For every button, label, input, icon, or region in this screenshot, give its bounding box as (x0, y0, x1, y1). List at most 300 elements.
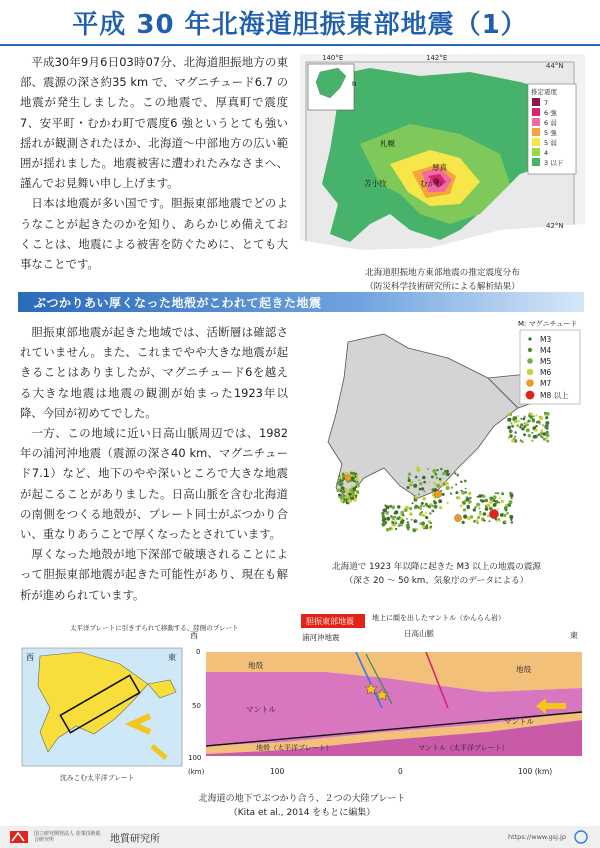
epicenter-dot (404, 508, 408, 512)
epicenter-dot (436, 477, 439, 480)
epicenter-dot (526, 423, 529, 426)
epicenter-dot (451, 487, 453, 489)
epicenter-dot (446, 473, 449, 476)
epicenter-dot (400, 511, 404, 515)
intensity-label-3: 3 以下 (544, 159, 564, 167)
cross-y-label-0: 0 (196, 648, 201, 656)
intensity-map-svg (300, 54, 585, 268)
epicenter-dot (521, 440, 524, 443)
lat-label-1: 44°N (546, 62, 564, 70)
epicenter-dot (499, 520, 501, 522)
epicenter-dot (353, 494, 355, 496)
footer (0, 826, 600, 848)
plate-figure-caption (20, 792, 584, 820)
epicenter-dot (513, 416, 517, 420)
epicenter-dot (442, 493, 445, 496)
epicenter-map-caption-line2: （深さ 20 〜 50 km、気象庁のデータによる） (344, 576, 529, 586)
epicenter-dot (425, 512, 427, 514)
cross-urakawa-label: 浦河沖地震 (302, 633, 340, 642)
epicenter-dot (539, 416, 543, 420)
epicenter-dot-large (454, 514, 461, 521)
epicenter-legend-title: M: マグニチュード (518, 320, 578, 328)
epicenter-dot (440, 468, 443, 471)
epicenter-dot (536, 415, 538, 417)
epicenter-dot (422, 476, 426, 480)
epicenter-dot (493, 495, 497, 499)
epicenter-dot (517, 424, 520, 427)
epicenter-dot (436, 469, 438, 471)
epicenter-dot (418, 493, 420, 495)
cross-x-label-100-right: 100 (km) (518, 767, 553, 776)
epicenter-dot (419, 508, 421, 510)
epicenter-dot (483, 520, 485, 522)
epicenter-dot (418, 479, 420, 481)
epicenter-dot (409, 507, 412, 510)
epicenter-dot (454, 472, 456, 474)
epicenter-dot (402, 514, 404, 516)
epicenter-dot (540, 429, 543, 432)
epicenter-dot (355, 481, 358, 484)
svg-text:N: N (352, 81, 357, 88)
epicenter-dot (407, 521, 409, 523)
epicenter-dot (345, 488, 348, 491)
epicenter-dot (504, 520, 507, 523)
epicenter-dot (511, 521, 513, 523)
cross-pacific-mantle: マントル（太平洋プレート） (418, 744, 509, 752)
epicenter-dot (391, 516, 395, 520)
intensity-label-5-strong: 5 強 (544, 129, 557, 137)
epicenter-dot (501, 492, 504, 495)
epicenter-dot (355, 495, 357, 497)
intensity-legend (528, 84, 576, 174)
epicenter-dot (463, 515, 467, 519)
epicenter-dot (414, 495, 417, 498)
epicenter-dot (477, 516, 480, 519)
epicenter-dot (520, 423, 523, 426)
intensity-label-7: 7 (544, 99, 549, 107)
intensity-legend-item-3 (532, 158, 564, 167)
epicenter-dot (479, 513, 482, 516)
epicenter-dot (523, 425, 526, 428)
epicenter-dot (352, 491, 355, 494)
cross-y-unit: (km) (188, 768, 205, 776)
epicenter-dot (457, 496, 460, 499)
epicenter-dot (481, 500, 484, 503)
epicenter-dot (489, 497, 493, 501)
epicenter-dot (475, 519, 478, 522)
cross-west: 西 (190, 631, 198, 640)
epicenter-dot (468, 492, 472, 496)
epicenter-dot (546, 422, 548, 424)
epicenter-dot (457, 474, 460, 477)
cross-crust-right: 地殻 (516, 665, 531, 674)
epicenter-dot (416, 466, 420, 470)
body2-paragraph-2: 一方、この地域に近い日高山脈周辺では、1982 年の浦河沖地震（震源の深さ40 km、マグニチュード7.1）など、地下のやや深いところで大きな地震が起こることがありました。日高山脈を含む北海道の南側をつくる地殻が、プレート同士がぶつかり合い、重なりあうことで厚くなったとされています。 (20, 426, 288, 542)
epicenter-dot (533, 435, 537, 439)
inset-west: 西 (26, 653, 34, 662)
epicenter-legend (518, 320, 580, 404)
epicenter-dot (407, 486, 410, 489)
epicenter-dot (421, 502, 424, 505)
epicenter-dot (545, 416, 548, 419)
epicenter-dot (430, 522, 432, 524)
epicenter-dot (427, 468, 429, 470)
plate-figure-caption-line1: 北海道の地下でぶつかり合う、２つの大陸プレート (198, 794, 406, 804)
epicenter-dot (511, 425, 514, 428)
epicenter-dot (395, 528, 397, 530)
footer-org-name: 地質研究所 (110, 833, 160, 845)
cross-crust-left: 地殻 (248, 661, 263, 670)
epicenter-dot (510, 519, 512, 521)
epicenter-map-caption-line1: 北海道で 1923 年以降に起きた M3 以上の地震の震源 (332, 562, 541, 572)
epicenter-dot (532, 418, 536, 422)
lon-label-1: 140°E (322, 54, 344, 62)
epicenter-dot (415, 505, 419, 509)
epicenter-dot (507, 426, 511, 430)
epicenter-dot (522, 427, 525, 430)
intensity-label-4: 4 (544, 149, 549, 157)
epicenter-dot (488, 520, 490, 522)
epicenter-dot (382, 519, 385, 522)
page-title: 平成 30 年北海道胆振東部地震（1） (72, 9, 528, 40)
epicenter-dot (531, 432, 533, 434)
epicenter-dot (509, 434, 511, 436)
epicenter-dot (501, 500, 504, 503)
epicenter-dot (528, 434, 531, 437)
epicenter-dot (526, 428, 530, 432)
epicenter-dot (442, 485, 444, 487)
inset-label-bottom: 沈みこむ太平洋プレート (60, 774, 135, 782)
epicenter-dot (422, 523, 425, 526)
footer-url[interactable]: https://www.gsj.jp (507, 833, 566, 841)
place-atsuma: 厚真 (432, 163, 447, 172)
epicenter-dot (433, 482, 436, 485)
lon-label-2: 142°E (426, 54, 448, 62)
cross-x-label-100-left: 100 (270, 767, 285, 776)
epicenter-dot (428, 481, 430, 483)
intro-text (20, 52, 288, 274)
intensity-legend-item-6-strong (532, 108, 557, 117)
epicenter-dot-large (489, 509, 498, 518)
epicenter-dot (493, 499, 496, 502)
epicenter-dot (546, 412, 550, 416)
epicenter-dot (430, 526, 432, 528)
epicenter-dot (466, 505, 470, 509)
epicenter-dot (400, 520, 404, 524)
intro-paragraph-2: 日本は地震が多い国です。胆振東部地震でどのようなことが起きたのかを知り、あらかじめ備えておくことは、地震による被害を防ぐために、とても大事なことです。 (20, 196, 288, 272)
epicenter-dot (483, 512, 487, 516)
epicenter-dot (338, 496, 341, 499)
epicenter-dot (542, 424, 544, 426)
cross-y-label-50: 50 (192, 702, 201, 710)
epicenter-map-svg (288, 318, 585, 558)
epicenter-dot (425, 516, 428, 519)
epicenter-dot (408, 473, 411, 476)
epicenter-dot (397, 505, 400, 508)
intensity-map-caption-line1: 北海道胆振地方東部地震の推定震度分布 (365, 268, 520, 278)
epicenter-dot-large (434, 490, 441, 497)
epicenter-dot (429, 512, 431, 514)
epicenter-dot (382, 509, 385, 512)
epicenter-dot (467, 517, 471, 521)
epicenter-dot (537, 420, 540, 423)
epicenter-dot (389, 505, 392, 508)
epicenter-dot (434, 501, 437, 504)
cross-y-label-100: 100 (188, 754, 202, 762)
epicenter-dot (348, 497, 350, 499)
epicenter-dot (345, 490, 349, 494)
epicenter-dot (463, 508, 466, 511)
epicenter-dot (420, 505, 423, 508)
epicenter-dot (400, 514, 402, 516)
epicenter-dot (509, 413, 512, 416)
place-sapporo: 札幌 (380, 139, 395, 148)
epicenter-dot (468, 500, 471, 503)
epicenter-dot (412, 502, 414, 504)
epicenter-dot (446, 486, 450, 490)
epicenter-dot (476, 503, 480, 507)
intensity-legend-item-5-weak (532, 138, 557, 147)
epicenter-dot (510, 422, 512, 424)
epicenter-dot (462, 521, 465, 524)
inset-label-top-text: 太平洋プレートに引きずられて移動する、陸側のプレート (70, 624, 239, 632)
cross-pacific-crust: 地殻（太平洋プレート） (256, 744, 333, 752)
epicenter-dot (431, 476, 434, 479)
place-mukawa: むかわ (420, 179, 443, 188)
epicenter-dot (496, 520, 498, 522)
epicenter-dot (434, 505, 438, 509)
epicenter-dot (510, 515, 512, 517)
epicenter-dot (530, 413, 533, 416)
epicenter-dot (337, 482, 339, 484)
epicenter-legend-item-m8 (526, 390, 570, 400)
section-heading (18, 292, 584, 312)
cross-hidaka-label: 日高山脈 (404, 629, 434, 638)
epicenter-dot (464, 491, 467, 494)
intensity-map (300, 54, 585, 268)
intensity-label-6-strong: 6 強 (544, 109, 557, 117)
epicenter-dot (339, 479, 341, 481)
cross-mantle-surface-label: 地上に顔を出したマントル（かんらん岩） (372, 614, 505, 622)
epicenter-dot (340, 490, 342, 492)
epicenter-label-m5: M5 (540, 357, 552, 366)
epicenter-dot (438, 499, 442, 503)
epicenter-dot (434, 473, 437, 476)
cross-section-svg (186, 608, 584, 786)
intensity-legend-item-5-strong (532, 128, 557, 137)
epicenter-dot (523, 417, 526, 420)
epicenter-dot (514, 436, 516, 438)
epicenter-dot (445, 482, 448, 485)
epicenter-dot (352, 472, 356, 476)
epicenter-dot (506, 512, 509, 515)
footer-org-small: 国立研究開発法人 産業技術総合研究所 (34, 831, 101, 843)
epicenter-dot (340, 500, 343, 503)
epicenter-dot (514, 431, 516, 433)
epicenter-dot (544, 414, 546, 416)
epicenter-dot (446, 502, 448, 504)
epicenter-dot (478, 494, 481, 497)
title-bar (0, 0, 600, 46)
epicenter-dot (351, 476, 355, 480)
epicenter-dot (394, 510, 398, 514)
epicenter-dot (414, 519, 418, 523)
epicenter-dot (442, 472, 445, 475)
epicenter-dot (489, 500, 493, 504)
epicenter-dot (421, 487, 424, 490)
epicenter-dot (511, 439, 515, 443)
epicenter-dot (439, 478, 442, 481)
body2-paragraph-3: 厚くなった地殻が地下深部で破壊されることによって胆振東部地震が起きた可能性があり、現在も解析が進められています。 (20, 547, 288, 602)
epicenter-map (288, 318, 585, 558)
epicenter-dot (507, 418, 511, 422)
epicenter-map-caption (288, 560, 585, 588)
epicenter-label-m4: M4 (540, 346, 552, 355)
inset-east: 東 (168, 653, 176, 662)
epicenter-dot (538, 434, 540, 436)
epicenter-dot (426, 524, 428, 526)
epicenter-dot (540, 435, 542, 437)
epicenter-dot (517, 415, 519, 417)
epicenter-dot (486, 504, 489, 507)
epicenter-dot (497, 508, 499, 510)
epicenter-dot (543, 438, 546, 441)
epicenter-dot (432, 469, 436, 473)
epicenter-dot (389, 528, 391, 530)
epicenter-dot (398, 524, 401, 527)
epicenter-dot (534, 429, 537, 432)
epicenter-dot (436, 484, 440, 488)
epicenter-dot (423, 481, 426, 484)
epicenter-label-m7: M7 (540, 379, 552, 388)
epicenter-dot (474, 507, 476, 509)
epicenter-dot (412, 528, 416, 532)
epicenter-dot (523, 433, 526, 436)
cross-mantle-right: マントル (504, 717, 534, 726)
epicenter-dot (484, 499, 488, 503)
epicenter-dot (531, 440, 533, 442)
epicenter-label-m8: M8 以上 (540, 391, 569, 400)
epicenter-dot (546, 440, 549, 443)
epicenter-dot (533, 415, 535, 417)
epicenter-dot (464, 480, 467, 483)
epicenter-dot (386, 517, 390, 521)
plate-figure-caption-line2: （Kita et al., 2014 をもとに編集） (228, 808, 376, 818)
epicenter-dot (460, 505, 463, 508)
epicenter-dot (349, 488, 353, 492)
epicenter-dot (482, 495, 485, 498)
intro-paragraph-1: 平成30年9月6日03時07分、北海道胆振地方の東部、震源の深さ約35 km で、マグニチュード6.7 の地震が発生しました。この地震で、厚真町で震度7、安平町・むかわ町で震度6 強というとても強い揺れが観測されたほか、北海道〜中部地方の広い範囲が揺れました。地震被害に遭われたみなさまへ、謹んでお見舞い申し上げます。 (20, 55, 288, 191)
epicenter-dot (450, 492, 452, 494)
gsj-logo-icon (572, 830, 590, 844)
epicenter-dot (384, 505, 386, 507)
epicenter-dot (419, 488, 422, 491)
epicenter-dot (431, 505, 433, 507)
epicenter-dot (478, 507, 480, 509)
epicenter-dot (507, 503, 511, 507)
epicenter-dot (395, 522, 397, 524)
epicenter-dot (473, 508, 476, 511)
epicenter-dot (411, 519, 413, 521)
epicenter-dot (544, 426, 548, 430)
epicenter-dot (543, 432, 547, 436)
cross-x-label-0: 0 (398, 767, 403, 776)
body-text-2 (20, 322, 288, 605)
epicenter-dot-large (345, 475, 351, 481)
epicenter-dot (432, 510, 435, 513)
epicenter-dot (347, 499, 351, 503)
epicenter-dot (546, 438, 548, 440)
epicenter-dot (528, 420, 531, 423)
cross-section-diagram (186, 608, 584, 786)
epicenter-dot (485, 507, 488, 510)
epicenter-dot (424, 490, 426, 492)
epicenter-dot (477, 496, 479, 498)
epicenter-dot (509, 429, 513, 433)
epicenter-dot (420, 512, 422, 514)
epicenter-dot (461, 491, 465, 495)
intensity-map-caption-line2: （防災科学技術研究所による解析結果） (365, 282, 520, 292)
epicenter-dot (504, 506, 508, 510)
epicenter-dot (511, 497, 513, 499)
epicenter-dot (355, 476, 357, 478)
epicenter-dot (495, 492, 497, 494)
epicenter-dot (423, 505, 425, 507)
epicenter-dot (500, 513, 503, 516)
place-tomakomai: 苫小牧 (364, 179, 387, 188)
epicenter-dot (465, 488, 467, 490)
epicenter-dot (455, 491, 458, 494)
epicenter-label-m3: M3 (540, 335, 552, 344)
epicenter-dot (336, 489, 340, 493)
epicenter-label-m6: M6 (540, 368, 552, 377)
cross-east: 東 (570, 631, 578, 640)
epicenter-dot (356, 491, 359, 494)
epicenter-dot (463, 502, 466, 505)
epicenter-dot (406, 518, 408, 520)
epicenter-dot (386, 528, 390, 532)
aist-logo-icon (10, 831, 28, 843)
epicenter-dot (510, 494, 514, 498)
epicenter-dot (419, 482, 422, 485)
epicenter-dot (499, 497, 501, 499)
epicenter-dot (422, 497, 426, 501)
epicenter-dot (546, 431, 549, 434)
cross-mantle-left: マントル (246, 705, 276, 714)
epicenter-dot (407, 528, 409, 530)
section-heading-text: ぶつかりあい厚くなった地殻がこわれて起きた地震 (34, 295, 322, 310)
epicenter-dot (415, 476, 418, 479)
epicenter-dot (413, 484, 417, 488)
epicenter-dot (520, 418, 522, 420)
epicenter-dot (357, 486, 359, 488)
epicenter-dot (408, 477, 410, 479)
epicenter-dot (439, 506, 442, 509)
cross-quake-label: 胆振東部地震 (306, 617, 354, 626)
epicenter-dot (381, 512, 384, 515)
intensity-legend-item-6-weak (532, 118, 557, 127)
epicenter-dot (517, 420, 519, 422)
intensity-label-6-weak: 6 弱 (544, 119, 557, 127)
epicenter-dot (455, 484, 457, 486)
epicenter-dot (428, 505, 431, 508)
epicenter-dot (347, 472, 349, 474)
intensity-map-caption (300, 266, 585, 294)
epicenter-dot (396, 517, 400, 521)
epicenter-dot (408, 479, 411, 482)
epicenter-dot (382, 515, 385, 518)
epicenter-dot (391, 523, 393, 525)
